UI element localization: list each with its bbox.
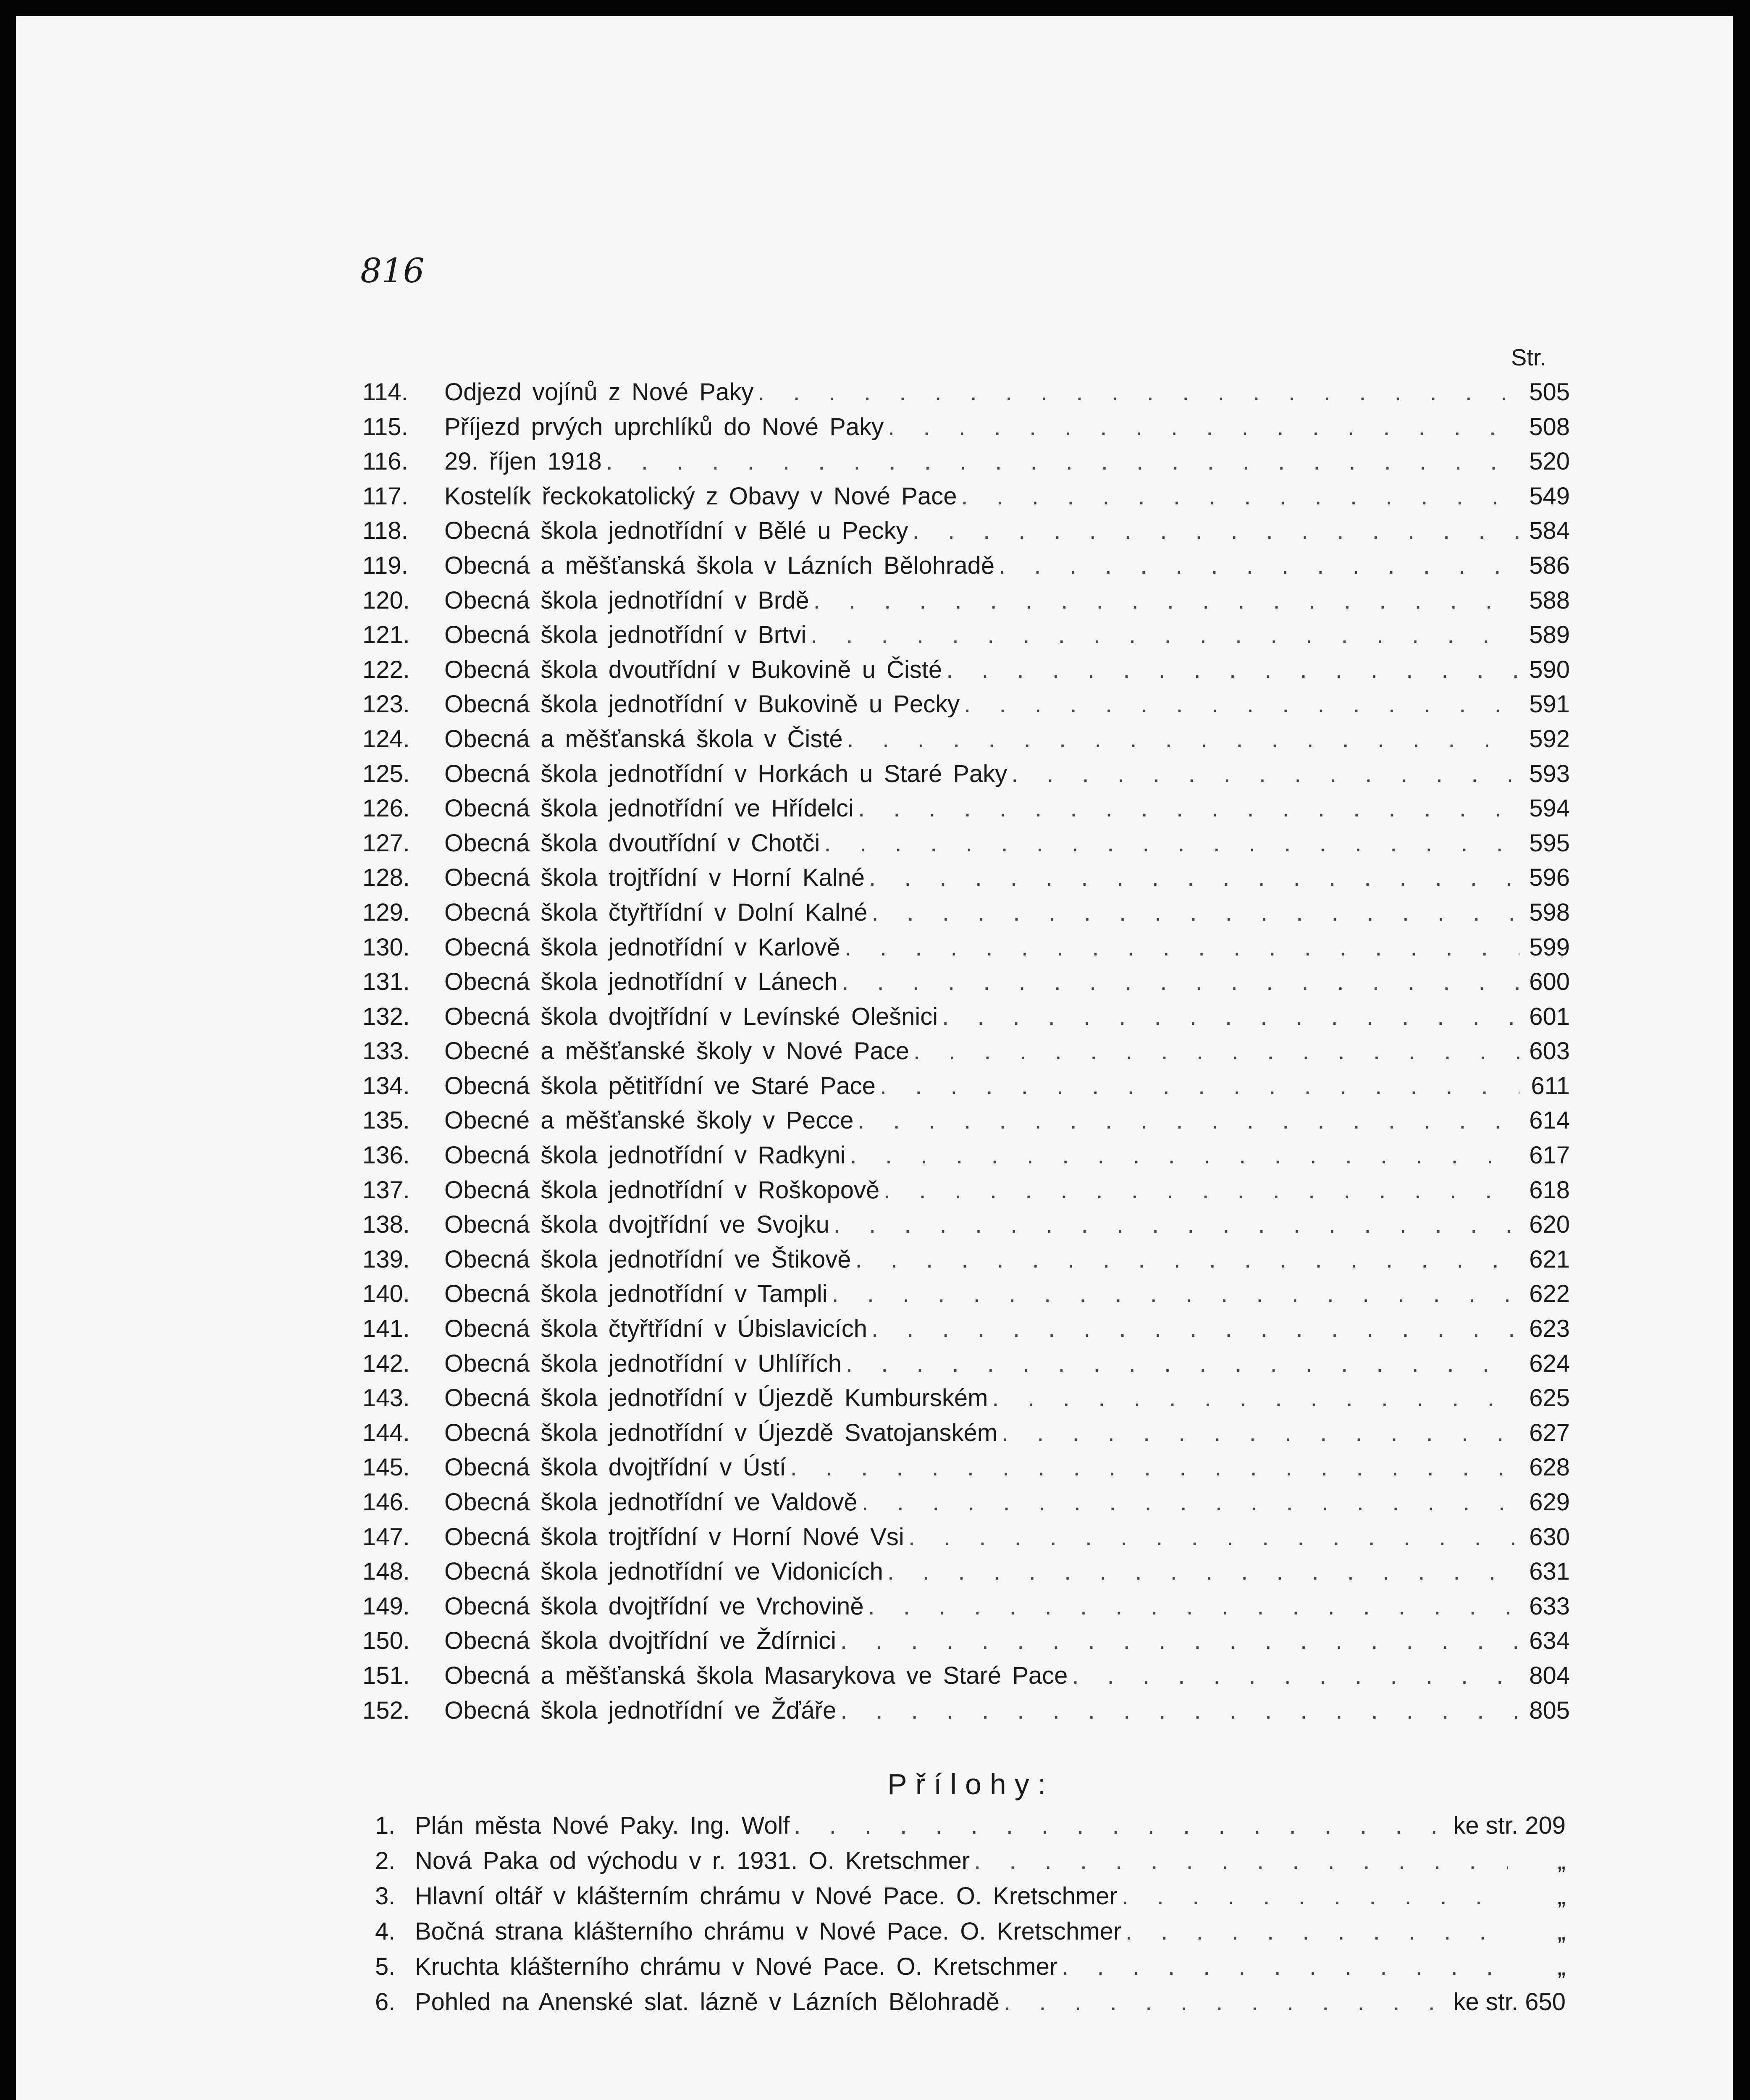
entry-page: 621 — [1529, 1245, 1570, 1273]
entry-title: Obecná škola jednotřídní ve Vidonicích — [444, 1558, 883, 1586]
entry-page: 592 — [1529, 725, 1570, 753]
entry-page: 624 — [1529, 1349, 1570, 1377]
toc-entry — [362, 656, 1570, 690]
entry-number: 127. — [362, 829, 410, 857]
toc-entry — [362, 1696, 1570, 1731]
entry-number: 126. — [362, 795, 410, 822]
dot-leader — [992, 1384, 1519, 1412]
entry-number: 131. — [362, 968, 410, 996]
appendix-entry — [375, 1953, 1566, 1988]
entry-page: 586 — [1529, 551, 1570, 579]
entry-title: Kostelík řeckokatolický z Obavy v Nové Pace — [444, 482, 957, 510]
toc-entry — [362, 1523, 1570, 1558]
toc-entry — [362, 482, 1570, 517]
entry-number: 5. — [375, 1953, 396, 1980]
toc-entry — [362, 968, 1570, 1003]
entry-number: 1. — [375, 1812, 396, 1839]
entry-number: 147. — [362, 1523, 410, 1551]
dot-leader — [855, 1245, 1519, 1273]
entry-number: 129. — [362, 898, 410, 926]
entry-page: „ — [1557, 1847, 1566, 1874]
dot-leader — [1004, 1988, 1446, 2016]
entry-title: Obecná škola čtyřtřídní v Úbislavicích — [444, 1315, 868, 1343]
entry-title: Obecná škola pětitřídní ve Staré Pace — [444, 1072, 876, 1100]
entry-number: 145. — [362, 1454, 410, 1481]
dot-leader — [999, 551, 1519, 580]
toc-entry — [362, 760, 1570, 795]
entry-title: Obecné a měšťanské školy v Pecce — [444, 1107, 854, 1134]
entry-page: 601 — [1529, 1003, 1570, 1030]
appendix-entry — [375, 1882, 1566, 1917]
dot-leader — [908, 1523, 1519, 1551]
entry-page: 549 — [1529, 482, 1570, 510]
entry-title: Hlavní oltář v klášterním chrámu v Nové Pace. O. Kretschmer — [415, 1882, 1118, 1910]
dot-leader — [862, 1488, 1519, 1516]
entry-number: 117. — [362, 482, 408, 510]
entry-page: ke str. 650 — [1453, 1988, 1566, 2016]
entry-title: Obecná škola jednotřídní v Horkách u Staré Paky — [444, 760, 1007, 788]
appendix-heading: Přílohy: — [887, 1768, 1055, 1801]
toc-entry — [362, 794, 1570, 829]
entry-number: 135. — [362, 1107, 410, 1134]
entry-number: 122. — [362, 656, 410, 683]
dot-leader — [913, 1037, 1519, 1065]
entry-number: 134. — [362, 1072, 410, 1100]
entry-page: „ — [1557, 1918, 1566, 1945]
entry-number: 114. — [362, 378, 408, 406]
entry-number: 130. — [362, 933, 410, 961]
entry-title: Obecná škola jednotřídní v Radkyni — [444, 1142, 846, 1169]
dot-leader — [842, 968, 1519, 996]
entry-page: 629 — [1529, 1488, 1570, 1516]
entry-number: 119. — [362, 551, 408, 579]
dot-leader — [964, 690, 1519, 718]
toc-entry — [362, 933, 1570, 968]
entry-title: Obecná škola jednotřídní v Tampli — [444, 1280, 828, 1308]
entry-page: 508 — [1529, 413, 1570, 441]
entry-page: 628 — [1529, 1454, 1570, 1481]
entry-number: 3. — [375, 1882, 396, 1910]
entry-title: Obecná škola dvojtřídní v Levínské Olešnici — [444, 1003, 938, 1030]
toc-entry — [362, 1072, 1570, 1107]
toc-entry — [362, 1141, 1570, 1176]
entry-page: 595 — [1529, 829, 1570, 857]
entry-page: 804 — [1529, 1662, 1570, 1689]
toc-entry — [362, 1592, 1570, 1627]
entry-page: 634 — [1529, 1627, 1570, 1655]
dot-leader — [832, 1280, 1519, 1308]
dot-leader — [813, 586, 1519, 614]
toc-entry — [362, 1315, 1570, 1349]
dot-leader — [888, 413, 1519, 441]
entry-title: Odjezd vojínů z Nové Paky — [444, 378, 754, 406]
toc-entry — [362, 447, 1570, 482]
dot-leader — [840, 1696, 1519, 1725]
entry-title: Obecná škola jednotřídní ve Štikově — [444, 1245, 851, 1273]
entry-number: 121. — [362, 621, 410, 649]
entry-title: Obecná škola dvojtřídní ve Vrchovině — [444, 1592, 864, 1620]
entry-title: Obecné a měšťanské školy v Nové Pace — [444, 1037, 909, 1065]
toc-entry — [362, 1349, 1570, 1384]
toc-entry — [362, 1003, 1570, 1037]
entry-number: 128. — [362, 864, 410, 892]
appendix-entry — [375, 1811, 1566, 1847]
dot-leader — [913, 517, 1519, 545]
page-number: 816 — [360, 251, 425, 290]
entry-page: 631 — [1529, 1558, 1570, 1586]
entry-page: 617 — [1529, 1142, 1570, 1169]
page-column-header: Str. — [1511, 344, 1547, 370]
entry-page: 584 — [1529, 517, 1570, 545]
entry-page: 618 — [1529, 1176, 1570, 1204]
dot-leader — [946, 656, 1519, 684]
toc-entry — [362, 517, 1570, 551]
entry-title: Obecná a měšťanská škola v Čisté — [444, 725, 843, 753]
entry-number: 6. — [375, 1988, 396, 2016]
entry-number: 142. — [362, 1349, 410, 1377]
dot-leader — [887, 1557, 1519, 1586]
toc-entry — [362, 1384, 1570, 1419]
dot-leader — [1072, 1662, 1519, 1690]
toc-entry — [362, 1037, 1570, 1072]
entry-title: Obecná škola trojtřídní v Horní Nové Vsi — [444, 1523, 904, 1551]
dot-leader — [790, 1453, 1519, 1481]
toc-entry — [362, 1419, 1570, 1454]
dot-leader — [840, 1627, 1519, 1655]
entry-number: 140. — [362, 1280, 410, 1308]
toc-entry — [362, 413, 1570, 448]
entry-title: Obecná škola jednotřídní v Bělé u Pecky — [444, 517, 908, 545]
toc-entry — [362, 690, 1570, 725]
dot-leader — [846, 1349, 1519, 1378]
entry-title: Obecná škola dvoutřídní v Chotči — [444, 829, 820, 857]
dot-leader — [1126, 1917, 1508, 1945]
dot-leader — [961, 482, 1519, 510]
entry-page: 614 — [1529, 1107, 1570, 1134]
dot-leader — [942, 1003, 1519, 1031]
dot-leader — [869, 864, 1519, 892]
entry-number: 141. — [362, 1315, 410, 1343]
entry-number: 149. — [362, 1592, 410, 1620]
entry-number: 139. — [362, 1245, 410, 1273]
entry-page: 588 — [1529, 586, 1570, 614]
entry-number: 116. — [362, 448, 408, 475]
dot-leader — [871, 898, 1519, 927]
entry-title: Obecná škola čtyřtřídní v Dolní Kalné — [444, 898, 868, 926]
appendix-list — [375, 1811, 1566, 2023]
entry-title: Obecná a měšťanská škola v Lázních Bělohradě — [444, 551, 995, 579]
entry-page: 623 — [1529, 1315, 1570, 1343]
table-of-contents — [362, 378, 1570, 1731]
toc-entry — [362, 1176, 1570, 1211]
entry-number: 136. — [362, 1142, 410, 1169]
dot-leader — [858, 1106, 1519, 1134]
entry-title: Obecná škola dvojtřídní ve Svojku — [444, 1211, 829, 1239]
entry-title: Bočná strana klášterního chrámu v Nové Pace. O. Kretschmer — [415, 1918, 1122, 1945]
appendix-entry — [375, 1988, 1566, 2023]
entry-page: 596 — [1529, 864, 1570, 892]
entry-title: Obecná škola jednotřídní v Karlově — [444, 933, 840, 961]
dot-leader — [1011, 760, 1519, 788]
entry-page: 633 — [1529, 1592, 1570, 1620]
entry-page: 599 — [1529, 933, 1570, 961]
entry-number: 148. — [362, 1558, 410, 1586]
document-page — [16, 16, 1733, 2100]
entry-title: Plán města Nové Paky. Ing. Wolf — [415, 1812, 790, 1839]
entry-page: 589 — [1529, 621, 1570, 649]
dot-leader — [1062, 1953, 1508, 1981]
entry-title: Obecná škola jednotřídní ve Žďáře — [444, 1696, 837, 1724]
entry-number: 137. — [362, 1176, 410, 1204]
entry-title: Pohled na Anenské slat. lázně v Lázních Bělohradě — [415, 1988, 1000, 2016]
toc-entry — [362, 1280, 1570, 1315]
toc-entry — [362, 551, 1570, 586]
appendix-entry — [375, 1847, 1566, 1882]
entry-page: 591 — [1529, 690, 1570, 718]
dot-leader — [606, 447, 1519, 475]
entry-page: 600 — [1529, 968, 1570, 996]
entry-page: 603 — [1529, 1037, 1570, 1065]
entry-page: 520 — [1529, 448, 1570, 475]
dot-leader — [1002, 1419, 1519, 1447]
dot-leader — [794, 1811, 1446, 1840]
dot-leader — [850, 1141, 1519, 1169]
entry-title: Obecná a měšťanská škola Masarykova ve Staré Pace — [444, 1662, 1068, 1689]
entry-page: 505 — [1529, 378, 1570, 406]
entry-number: 151. — [362, 1662, 410, 1689]
entry-title: Obecná škola jednotřídní ve Hřídelci — [444, 795, 854, 822]
dot-leader — [824, 829, 1519, 857]
dot-leader — [974, 1847, 1508, 1875]
dot-leader — [884, 1176, 1519, 1204]
entry-title: Obecná škola jednotřídní v Uhlířích — [444, 1349, 842, 1377]
entry-number: 152. — [362, 1696, 410, 1724]
dot-leader — [1122, 1882, 1508, 1910]
entry-page: 598 — [1529, 898, 1570, 926]
entry-number: 115. — [362, 413, 408, 441]
toc-entry — [362, 621, 1570, 656]
toc-entry — [362, 1662, 1570, 1696]
entry-number: 146. — [362, 1488, 410, 1516]
entry-page: 590 — [1529, 656, 1570, 683]
entry-page: „ — [1557, 1953, 1566, 1980]
entry-number: 4. — [375, 1918, 396, 1945]
entry-title: Příjezd prvých uprchlíků do Nové Paky — [444, 413, 884, 441]
entry-page: 625 — [1529, 1384, 1570, 1412]
toc-entry — [362, 1488, 1570, 1523]
entry-number: 143. — [362, 1384, 410, 1412]
toc-entry — [362, 1106, 1570, 1141]
toc-entry — [362, 864, 1570, 898]
entry-title: Kruchta klášterního chrámu v Nové Pace. O. Kretschmer — [415, 1953, 1058, 1980]
entry-title: Obecná škola jednotřídní v Brdě — [444, 586, 809, 614]
entry-number: 125. — [362, 760, 410, 788]
entry-number: 150. — [362, 1627, 410, 1655]
entry-title: 29. říjen 1918 — [444, 448, 602, 475]
entry-page: „ — [1557, 1882, 1566, 1910]
entry-number: 138. — [362, 1211, 410, 1239]
entry-title: Obecná škola jednotřídní v Roškopově — [444, 1176, 880, 1204]
entry-number: 144. — [362, 1419, 410, 1446]
toc-entry — [362, 1245, 1570, 1280]
entry-number: 133. — [362, 1037, 410, 1065]
entry-title: Obecná škola dvojtřídní ve Ždírnici — [444, 1627, 836, 1655]
entry-page: 611 — [1531, 1072, 1570, 1100]
dot-leader — [871, 1315, 1519, 1343]
entry-page: 630 — [1529, 1523, 1570, 1551]
entry-page: 594 — [1529, 795, 1570, 822]
appendix-entry — [375, 1917, 1566, 1953]
entry-title: Obecná škola dvoutřídní v Bukovině u Čisté — [444, 656, 942, 683]
entry-title: Obecná škola jednotřídní v Lánech — [444, 968, 838, 996]
entry-page: 805 — [1529, 1696, 1570, 1724]
toc-entry — [362, 378, 1570, 413]
dot-leader — [868, 1592, 1519, 1620]
entry-page: 627 — [1529, 1419, 1570, 1446]
dot-leader — [880, 1072, 1519, 1100]
entry-number: 120. — [362, 586, 410, 614]
toc-entry — [362, 829, 1570, 864]
entry-page: 620 — [1529, 1211, 1570, 1239]
entry-number: 2. — [375, 1847, 396, 1874]
toc-entry — [362, 898, 1570, 933]
entry-number: 118. — [362, 517, 408, 545]
entry-page: 593 — [1529, 760, 1570, 788]
toc-entry — [362, 1210, 1570, 1245]
toc-entry — [362, 725, 1570, 760]
toc-entry — [362, 1453, 1570, 1488]
entry-number: 123. — [362, 690, 410, 718]
entry-title: Obecná škola jednotřídní v Újezdě Kumburském — [444, 1384, 988, 1412]
toc-entry — [362, 1627, 1570, 1662]
toc-entry — [362, 586, 1570, 621]
entry-title: Obecná škola dvojtřídní v Ústí — [444, 1454, 786, 1481]
entry-number: 132. — [362, 1003, 410, 1030]
entry-number: 124. — [362, 725, 410, 753]
entry-title: Nová Paka od východu v r. 1931. O. Kretschmer — [415, 1847, 970, 1874]
entry-title: Obecná škola jednotřídní v Brtvi — [444, 621, 807, 649]
dot-leader — [858, 794, 1519, 822]
dot-leader — [758, 378, 1519, 406]
entry-title: Obecná škola trojtřídní v Horní Kalné — [444, 864, 865, 892]
entry-page: ke str. 209 — [1453, 1812, 1566, 1839]
dot-leader — [845, 933, 1519, 961]
dot-leader — [847, 725, 1519, 753]
toc-entry — [362, 1557, 1570, 1592]
entry-title: Obecná škola jednotřídní v Bukovině u Pecky — [444, 690, 960, 718]
entry-page: 622 — [1529, 1280, 1570, 1308]
dot-leader — [834, 1210, 1519, 1239]
entry-title: Obecná škola jednotřídní ve Valdově — [444, 1488, 858, 1516]
dot-leader — [811, 621, 1519, 649]
entry-title: Obecná škola jednotřídní v Újezdě Svatojanském — [444, 1419, 998, 1446]
